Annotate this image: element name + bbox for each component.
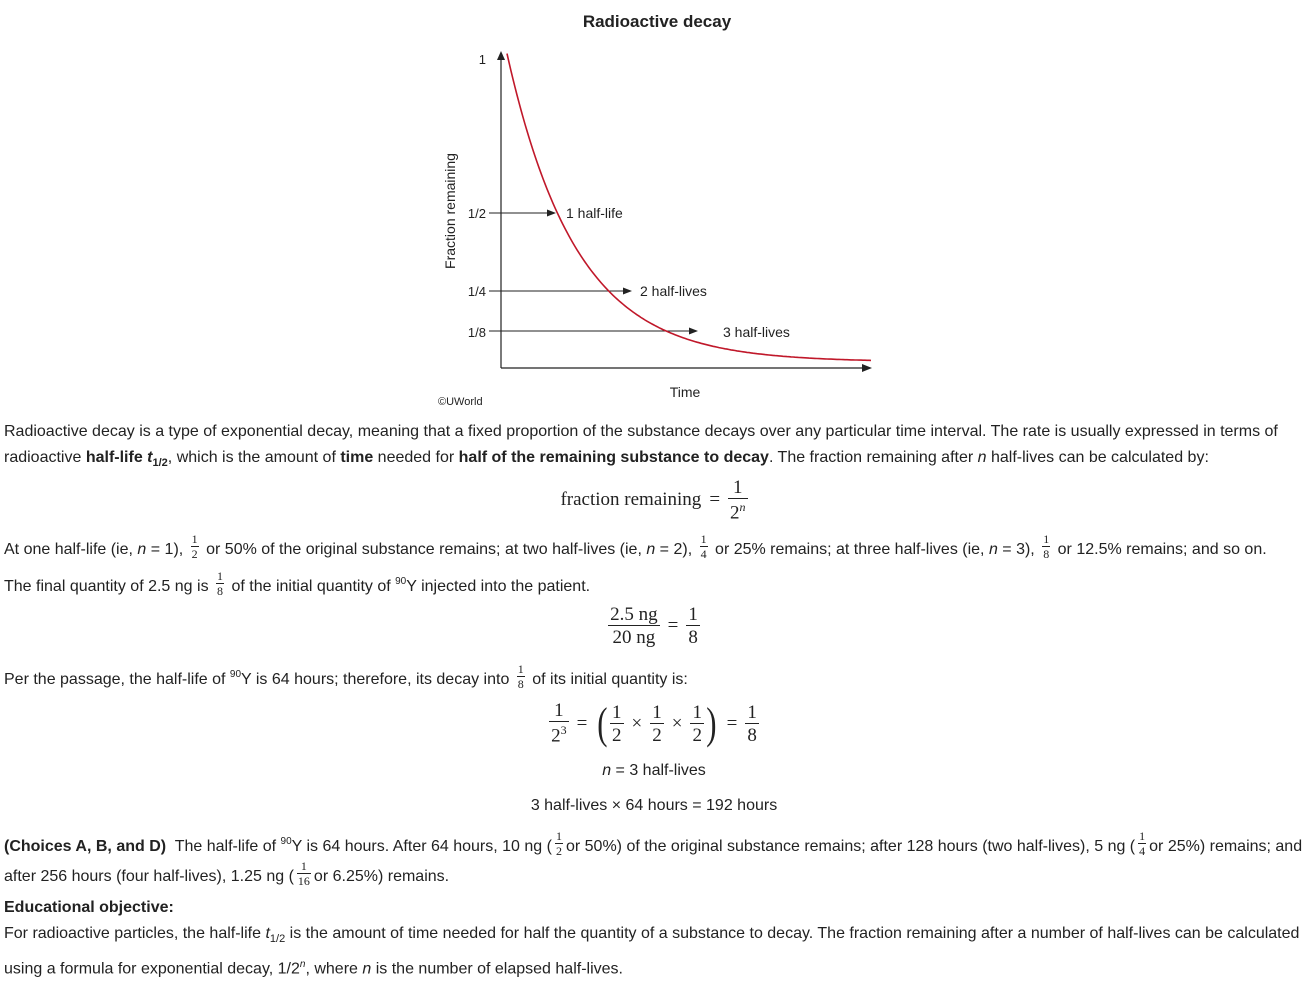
text: needed for	[373, 449, 459, 466]
text: is the number of elapsed half-lives.	[371, 960, 623, 978]
annotation-2-half-lives: 2 half-lives	[640, 283, 707, 299]
n-symbol: n	[988, 540, 998, 558]
text: = 1),	[146, 540, 188, 558]
text: , where	[305, 960, 363, 978]
n-symbol: n	[362, 960, 372, 978]
text-bold: half-life	[85, 449, 148, 466]
inline-fraction: $\frac{1}{4}$	[700, 532, 707, 561]
eq-denominator-exponent: n	[739, 500, 746, 514]
inline-fraction: $\frac{1}{8}$	[217, 569, 224, 598]
figure-title: Radioactive decay	[582, 12, 732, 31]
isotope-mass-number: 90	[395, 576, 407, 587]
n-symbol: n	[977, 449, 987, 466]
text: The half-life of	[166, 837, 281, 855]
annotation-1-half-life: 1 half-life	[566, 205, 623, 221]
choices-label: (Choices A, B, and D)	[4, 837, 167, 855]
arrowhead-icon	[623, 288, 632, 295]
calculation-line: 3 half-lives × 64 hours = 192 hours	[530, 797, 778, 814]
eq-denominator: 8	[747, 724, 757, 746]
text: or 50%) of the original substance remains; after 128 hours (two half-lives), 5 ng (	[565, 837, 1136, 855]
text: Y is 64 hours; therefore, its decay into	[241, 670, 514, 688]
text: = 2),	[655, 540, 697, 558]
eq-numerator: 1	[688, 604, 698, 625]
text-bold: half of the remaining substance to decay	[458, 449, 769, 466]
choices-explanation-paragraph	[4, 830, 1304, 890]
y-tick-label: 1/2	[467, 206, 486, 221]
copyright-label: ©UWorld	[438, 396, 483, 408]
arrowhead-icon	[547, 210, 556, 217]
text: or 6.25%) remains.	[313, 867, 450, 885]
inline-fraction: $\frac{1}{8}$	[517, 662, 524, 691]
eq-label: fraction remaining	[560, 489, 702, 511]
text: is the amount of time needed for half the quantity of a substance to decay. The fraction remaining after a number of half-lives can be calculated using a formula for exponential decay, 1/2	[4, 925, 1300, 978]
y-tick-label: 1/8	[467, 325, 486, 340]
text: or 25% remains; at three half-lives (ie,	[710, 540, 989, 558]
text: Radioactive decay is a type of exponential decay, meaning that a fixed proportion of the substance decays over any particular time interval. The rate is usually expressed in terms of radioactive	[4, 423, 1278, 466]
eq-denominator-base: 2	[551, 725, 561, 747]
text: or 25%) remains; and after 256 hours (four half-lives), 1.25 ng (	[4, 837, 1303, 885]
half-life-examples-paragraph	[4, 533, 1304, 563]
t-symbol: t	[265, 925, 270, 942]
educational-objective-heading: Educational objective:	[4, 899, 174, 916]
equation-quantity-ratio: $\frac{2.5 ng}{20 ng}$ = $\frac{1}{8}$	[610, 604, 698, 648]
text: half-lives can be calculated by:	[986, 449, 1209, 466]
text: , which is the amount of	[167, 449, 341, 466]
text: Per the passage, the half-life of	[4, 670, 230, 688]
inline-fraction: $\frac{1}{8}$	[1043, 532, 1050, 561]
exponent-n: n	[299, 959, 306, 971]
inline-fraction: $\frac{1}{16}$	[297, 858, 310, 888]
eq-denominator: 2	[652, 724, 662, 746]
equation-fraction-remaining: fraction remaining = $\frac{1}{2^n}$	[560, 477, 746, 524]
n-symbol: n	[137, 540, 147, 558]
eq-denominator-exponent: 3	[560, 723, 567, 738]
eq-denominator: 20 ng	[612, 627, 656, 648]
text: Y is 64 hours. After 64 hours, 10 ng (	[291, 837, 552, 855]
text: Y injected into the patient.	[406, 577, 591, 595]
eq-numerator: 1	[692, 701, 702, 723]
t-subscript: 1/2	[152, 457, 168, 470]
y-tick-label: 1	[478, 52, 486, 67]
t-symbol: t	[147, 449, 153, 466]
arrowhead-icon	[689, 328, 698, 335]
y-tick-label: 1/4	[467, 284, 486, 299]
t-subscript: 1/2	[269, 933, 286, 946]
eq-denominator: 8	[688, 627, 698, 648]
text: The final quantity of 2.5 ng is	[4, 577, 214, 595]
eq-numerator: 1	[549, 701, 569, 722]
text: = 3 half-lives	[611, 762, 706, 779]
isotope-mass-number: 90	[280, 836, 292, 847]
text: of the initial quantity of	[227, 577, 396, 595]
eq-denominator-base: 2	[730, 502, 740, 524]
intro-paragraph	[4, 419, 1304, 476]
x-axis-arrowhead	[862, 364, 872, 372]
n-half-lives-line	[0, 762, 1308, 780]
eq-numerator: 1	[728, 478, 748, 499]
text: . The fraction remaining after	[768, 449, 978, 466]
decay-curve	[507, 54, 871, 361]
text: of its initial quantity is:	[527, 670, 688, 688]
text: For radioactive particles, the half-life	[4, 925, 266, 942]
text: = 3),	[997, 540, 1040, 558]
eq-numerator: 1	[747, 701, 757, 723]
final-quantity-paragraph	[4, 570, 1304, 600]
text: At one half-life (ie,	[4, 540, 138, 558]
text: or 12.5% remains; and so on.	[1053, 540, 1267, 558]
equation-three-half-lives: $\frac{1}{2^3}$ = ( $\frac{1}{2}$ × $\frac{1}{2}$ × $\frac{1}{2}$ ) = $\frac{1}{8}$	[551, 699, 757, 748]
eq-denominator: 2	[692, 724, 702, 746]
inline-fraction: $\frac{1}{4}$	[1139, 829, 1146, 858]
educational-objective-text	[4, 921, 1304, 983]
passage-half-life-paragraph	[4, 663, 1304, 693]
eq-denominator: 2	[612, 724, 622, 746]
eq-numerator: 2.5 ng	[610, 604, 658, 625]
n-symbol: n	[602, 762, 612, 779]
inline-fraction: $\frac{1}{2}$	[191, 532, 198, 561]
y-axis-arrowhead	[497, 51, 505, 60]
inline-fraction: $\frac{1}{2}$	[555, 829, 562, 858]
y-axis-label: Fraction remaining	[442, 153, 458, 269]
x-axis-label: Time	[669, 384, 701, 400]
eq-numerator: 1	[652, 701, 662, 723]
text: or 50% of the original substance remains; at two half-lives (ie,	[201, 540, 647, 558]
eq-numerator: 1	[612, 701, 622, 723]
radioactive-decay-figure	[0, 0, 1308, 412]
text-bold: time	[340, 449, 374, 466]
isotope-mass-number: 90	[229, 669, 242, 680]
annotation-3-half-lives: 3 half-lives	[723, 324, 790, 340]
n-symbol: n	[646, 540, 656, 558]
